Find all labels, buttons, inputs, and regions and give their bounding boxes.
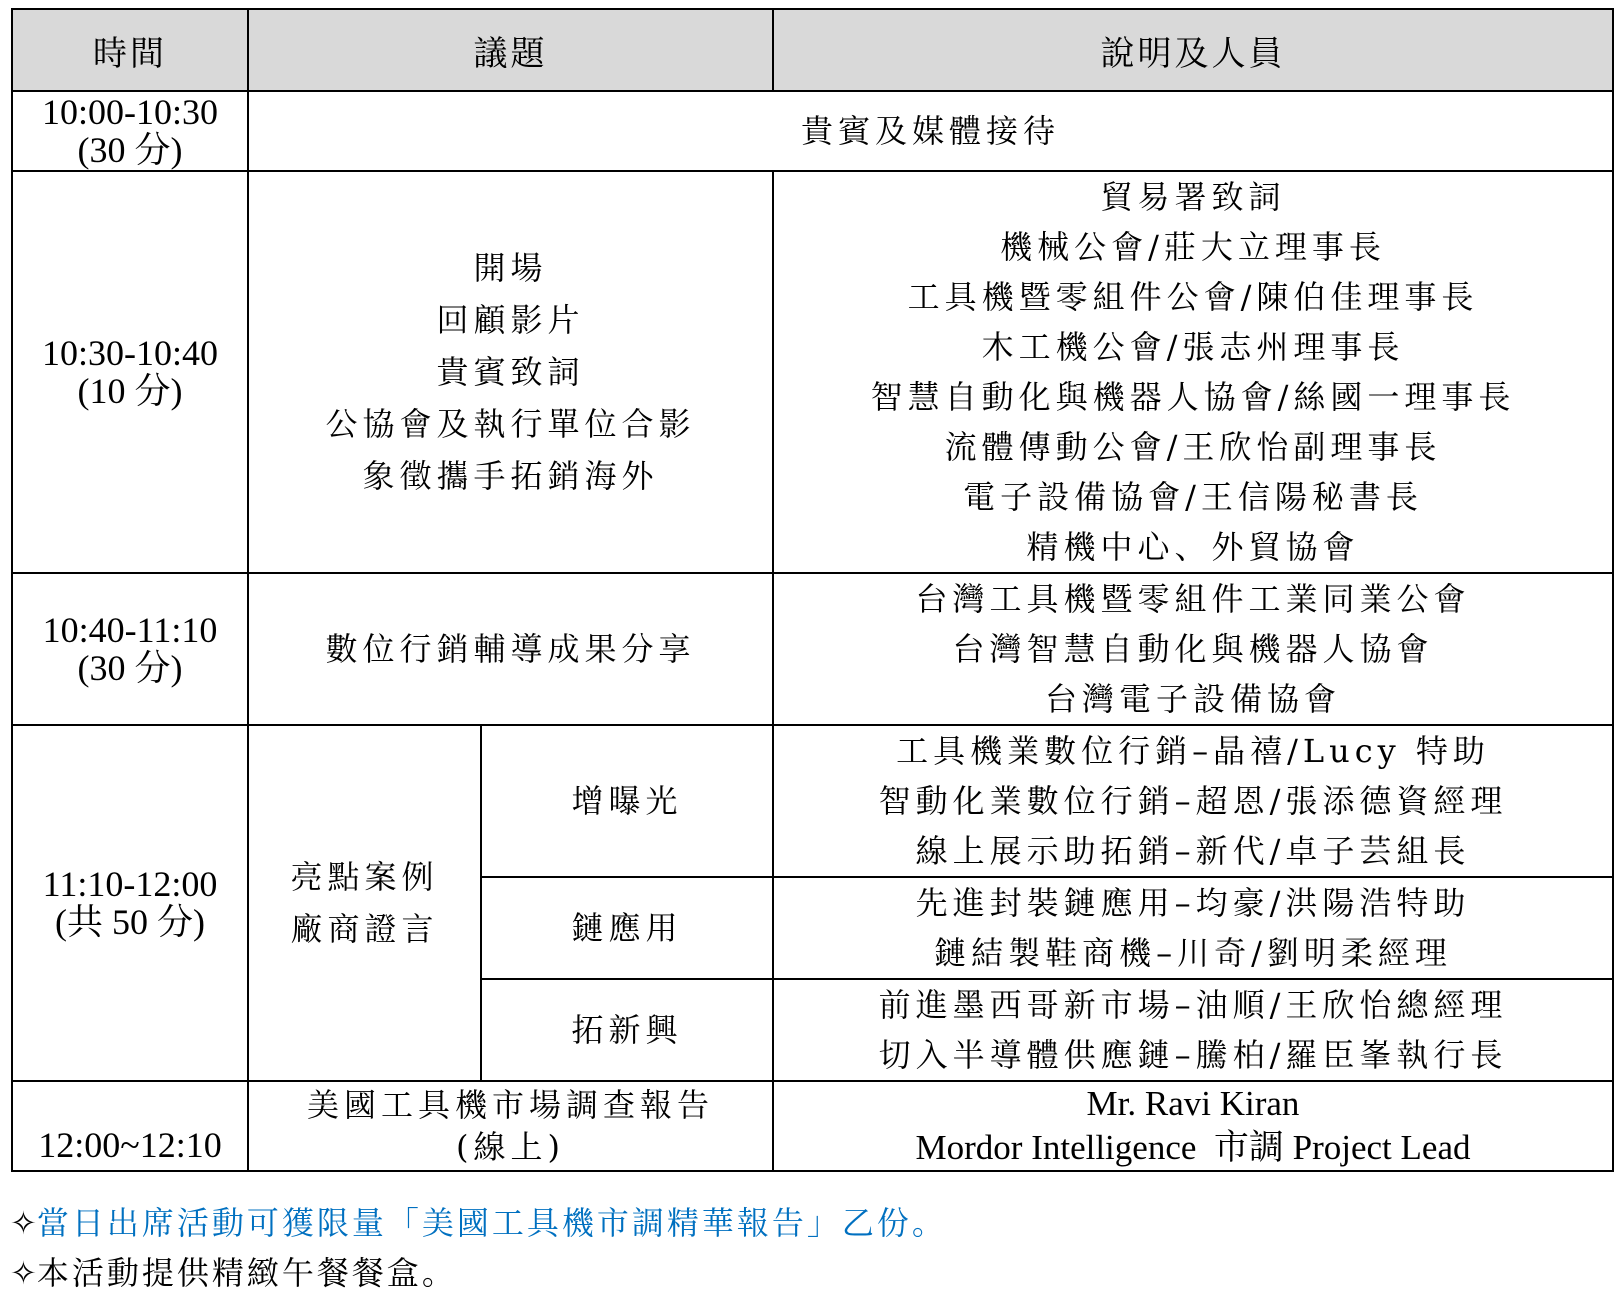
topic-cell: 美國工具機市場調查報告 (線上) bbox=[248, 1081, 773, 1171]
agenda-table bbox=[11, 8, 1614, 1172]
topic-cell: 開場 回顧影片 貴賓致詞 公協會及執行單位合影 象徵攜手拓銷海外 bbox=[248, 171, 773, 573]
header-topic: 議題 bbox=[248, 9, 773, 91]
table-row bbox=[12, 171, 1613, 573]
desc-cell: 前進墨西哥新市場–油順/王欣怡總經理 切入半導體供應鏈–騰柏/羅臣峯執行長 bbox=[773, 979, 1613, 1081]
note-item: ✧本活動提供精緻午餐餐盒。 bbox=[10, 1254, 457, 1292]
desc-cell: 台灣工具機暨零組件工業同業公會 台灣智慧自動化與機器人協會 台灣電子設備協會 bbox=[773, 573, 1613, 725]
header-desc: 說明及人員 bbox=[773, 9, 1613, 91]
table-row bbox=[12, 91, 1613, 171]
sparkle-icon: ✧ bbox=[10, 1254, 37, 1292]
topic-cell: 數位行銷輔導成果分享 bbox=[248, 573, 773, 725]
sub-label: 增曝光 bbox=[481, 725, 773, 877]
time-cell: 10:30-10:40 (10 分) bbox=[12, 171, 248, 573]
header-row bbox=[12, 9, 1613, 91]
time-cell: 11:10-12:00 (共 50 分) bbox=[12, 725, 248, 1081]
desc-cell: 工具機業數位行銷–晶禧/Lucy 特助 智動化業數位行銷–超恩/張添德資經理 線上展示助拓銷–新代/卓子芸組長 bbox=[773, 725, 1613, 877]
reception-cell: 貴賓及媒體接待 bbox=[248, 91, 1613, 171]
time-cell: 12:00~12:10 bbox=[12, 1081, 248, 1171]
time-cell: 10:00-10:30 (30 分) bbox=[12, 91, 248, 171]
table-row bbox=[12, 1081, 1613, 1171]
notes bbox=[10, 1198, 947, 1298]
table-row bbox=[12, 573, 1613, 725]
sub-label: 鏈應用 bbox=[481, 877, 773, 979]
header-time: 時間 bbox=[12, 9, 248, 91]
time-cell: 10:40-11:10 (30 分) bbox=[12, 573, 248, 725]
desc-cell: Mr. Ravi Kiran Mordor Intelligence 市調 Project Lead bbox=[773, 1081, 1613, 1171]
sub-label: 拓新興 bbox=[481, 979, 773, 1081]
topic-cell: 亮點案例 廠商證言 bbox=[248, 725, 481, 1081]
desc-cell: 貿易署致詞 機械公會/莊大立理事長 工具機暨零組件公會/陳伯佳理事長 木工機公會/張志州理事長 智慧自動化與機器人協會/絲國一理事長 流體傳動公會/王欣怡副理事長 電子設備協會/王信陽秘書長 精機中心、外貿協會 bbox=[773, 171, 1613, 573]
table-row bbox=[12, 725, 1613, 877]
desc-cell: 先進封裝鏈應用–均豪/洪陽浩特助 鏈結製鞋商機–川奇/劉明柔經理 bbox=[773, 877, 1613, 979]
note-item: ✧當日出席活動可獲限量「美國工具機市調精華報告」乙份。 bbox=[10, 1204, 947, 1242]
sparkle-icon: ✧ bbox=[10, 1204, 37, 1242]
